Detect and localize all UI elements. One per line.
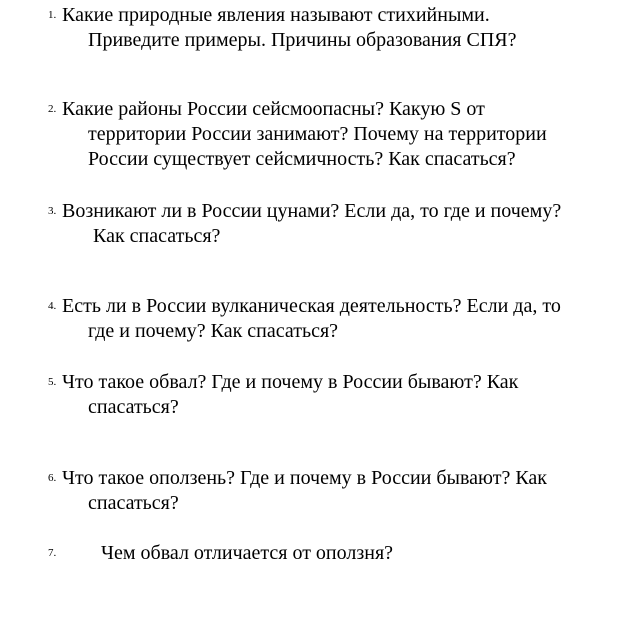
question-text-line: Какие районы России сейсмоопасны? Какую S от: [62, 98, 485, 120]
question-text-line: Какие природные явления называют стихийными.: [62, 4, 490, 26]
question-number: 3.: [48, 205, 57, 217]
question-text-line: Что такое оползень? Где и почему в России бывают? Как: [62, 467, 548, 489]
question-text-line: Есть ли в России вулканическая деятельность? Если да, то: [62, 295, 561, 317]
question-text-line: спасаться?: [88, 492, 179, 514]
question-text-line: Приведите примеры. Причины образования СПЯ?: [88, 29, 517, 51]
question-text-line: где и почему? Как спасаться?: [88, 320, 339, 342]
question-number: 7.: [48, 547, 57, 559]
question-number: 5.: [48, 376, 57, 388]
question-text-line: Чем обвал отличается от оползня?: [101, 542, 394, 564]
question-text-line: Как спасаться?: [93, 225, 221, 247]
question-text-line: Возникают ли в России цунами? Если да, то где и почему?: [62, 200, 562, 222]
question-number: 6.: [48, 472, 57, 484]
question-text-line: территории России занимают? Почему на территории: [88, 123, 547, 145]
question-text-line: спасаться?: [88, 396, 179, 418]
question-text-line: Что такое обвал? Где и почему в России бывают? Как: [62, 371, 519, 393]
question-number: 4.: [48, 300, 57, 312]
question-number: 1.: [48, 9, 57, 21]
question-text-line: России существует сейсмичность? Как спасаться?: [88, 148, 516, 170]
question-number: 2.: [48, 103, 57, 115]
